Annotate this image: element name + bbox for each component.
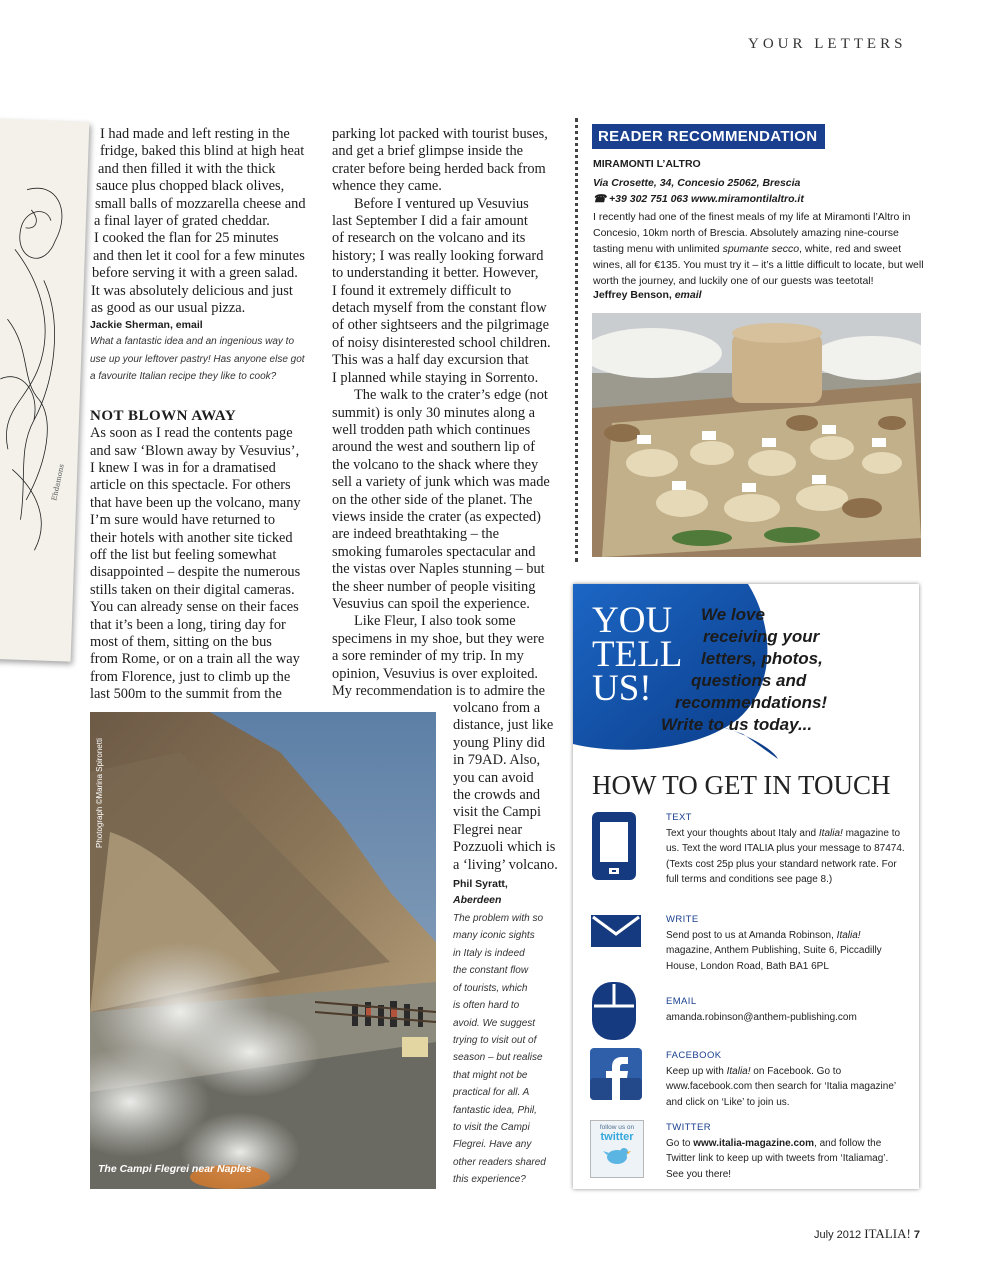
- text-line: The walk to the crater’s edge (not: [354, 387, 548, 404]
- text-line: many iconic sights: [453, 930, 535, 942]
- contact-write: [666, 912, 906, 974]
- text-line: volcano from a: [453, 700, 541, 716]
- svg-text:Ehdamons: Ehdamons: [50, 463, 66, 502]
- text-line: small balls of mozzarella cheese and: [95, 195, 306, 212]
- text-line: and saw ‘Blown away by Vesuvius’,: [90, 442, 300, 459]
- text-line: you can avoid: [453, 769, 534, 786]
- text-run: on Facebook. Go to www.facebook.com then search for ‘Italia magazine’ and click on ‘Like’ to join us.: [666, 1065, 896, 1108]
- text-line: a sore reminder of my trip. In my: [332, 648, 524, 665]
- letter1-signature: Jackie Sherman, email: [90, 319, 203, 332]
- text-line: their hotels with another site ticked: [90, 529, 293, 546]
- reader-recommendation-banner: READER RECOMMENDATION: [592, 124, 825, 149]
- magazine-name: ITALIA!: [864, 1226, 911, 1241]
- twitter-badge-caption: follow us on: [599, 1124, 635, 1131]
- restaurant-address: Via Crosette, 34, Concesio 25062, Brescia: [593, 177, 801, 189]
- text-line: Before I ventured up Vesuvius: [354, 195, 529, 212]
- text-line: fantastic idea, Phil,: [453, 1104, 537, 1116]
- text-line: last 500m to the summit from the: [90, 686, 282, 703]
- text-run: Go to: [666, 1137, 694, 1149]
- contact-description: [666, 1136, 906, 1183]
- text-line: fridge, baked this blind at high heat: [100, 143, 305, 160]
- text-line: and then let it cool for a few minutes: [93, 247, 305, 264]
- letter2-signature-place: Aberdeen: [453, 894, 502, 907]
- text-line: I knew I was in for a dramatised: [90, 459, 276, 476]
- text-line: views inside the crater (as expected): [332, 508, 541, 525]
- tagline-line: recommendations!: [675, 693, 828, 712]
- text-line: detach myself from the constant flow: [332, 300, 547, 317]
- mobile-phone-icon: [590, 812, 644, 880]
- text-run: spumante secco: [722, 243, 800, 255]
- twitter-badge-brand: twitter: [600, 1131, 634, 1143]
- text-line: As soon as I read the contents page: [90, 425, 293, 442]
- text-line: the volcano to the shack where they: [332, 456, 539, 473]
- text-run: , white, red and sweet wines, all for €135. You must try it – it’s a little difficult to locate, but well worth the journey, and luckily one of our guests was teetotal!: [593, 243, 924, 287]
- text-run: I recently had one of the finest meals of my life at Miramonti l’Altro in Concesio, 10km north of Brescia. Absolutely amazing nine-course tasting menu with unlimited: [593, 211, 911, 255]
- text-line: and then filled it with the thick: [98, 160, 276, 177]
- text-run: magazine to us. Text the word ITALIA plus your message to 87474. (Texts cost 25p plus your standard network rate. For full terms and conditions see page 8.): [666, 827, 905, 885]
- contact-label: TEXT: [666, 812, 692, 823]
- text-line: from Florence, just to climb up the: [90, 668, 291, 685]
- text-line: to understanding it better. However,: [332, 265, 539, 282]
- text-line: most of them, sitting on the bus: [90, 633, 272, 650]
- text-line: smoking fumaroles spectacular and: [332, 543, 536, 560]
- text-line: disappointed – despite the numerous: [90, 564, 301, 581]
- column-2: [332, 126, 560, 700]
- envelope-icon: [590, 914, 642, 948]
- text-run: Send post to us at Amanda Robinson,: [666, 929, 837, 941]
- text-line: a ‘living’ volcano.: [453, 856, 558, 873]
- text-line: I found it extremely difficult to: [332, 282, 512, 299]
- text-line: I had made and left resting in the: [100, 126, 290, 142]
- signature-via: email: [674, 289, 702, 301]
- letter1-tail: [90, 126, 318, 317]
- letter2-column-1: [90, 425, 318, 704]
- text-line: young Pliny did: [453, 734, 545, 751]
- cheese-board-photo: [592, 313, 921, 557]
- text-run: Keep up with: [666, 1065, 727, 1077]
- text-line: opinion, Vesuvius is over exploited.: [332, 665, 538, 682]
- text-line: the sheer number of people visiting: [332, 578, 536, 595]
- text-line: season – but realise: [453, 1052, 543, 1064]
- text-run: magazine, Anthem Publishing, Suite 6, Piccadilly House, London Road, Bath BA1 6PL: [666, 945, 882, 972]
- text-line: Flegrei near: [453, 821, 523, 838]
- text-run: Italia!: [726, 1065, 751, 1077]
- text-line: article on this spectacle. For others: [90, 477, 291, 494]
- text-line: before serving it with a green salad.: [92, 265, 298, 282]
- contact-description: [666, 928, 906, 975]
- title-line: TELL: [592, 634, 683, 675]
- letter2-editor-note: [453, 910, 563, 1189]
- restaurant-phone-web: ☎ +39 302 751 063 www.miramontilaltro.it: [593, 193, 804, 205]
- text-line: other readers shared: [453, 1156, 546, 1168]
- text-line: parking lot packed with tourist buses,: [332, 126, 548, 142]
- text-line: off the list but feeling somewhat: [90, 546, 277, 563]
- text-run: Italia!: [818, 827, 843, 839]
- text-line: of research on the volcano and its: [332, 230, 526, 247]
- twitter-badge[interactable]: [590, 1120, 644, 1178]
- text-line: distance, just like: [453, 717, 554, 734]
- tagline-line: receiving your: [703, 627, 820, 646]
- contact-label: EMAIL: [666, 996, 697, 1007]
- text-line: I’m sure would have returned to: [90, 512, 276, 529]
- photo-caption: The Campi Flegrei near Naples: [98, 1163, 252, 1175]
- text-line: sell a variety of junk which was made: [332, 474, 550, 491]
- text-line: in Italy is indeed: [453, 947, 525, 959]
- text-line: crater before being herded back from: [332, 160, 546, 177]
- restaurant-address-block: [593, 175, 804, 207]
- signature-name: Jeffrey Benson,: [593, 289, 672, 301]
- title-line: YOU: [592, 600, 673, 641]
- text-line: around the west and southern lip of: [332, 439, 536, 456]
- text-line: of other sightseers and the pilgrimage: [332, 317, 549, 334]
- campi-flegrei-photo: [90, 712, 436, 1189]
- text-line: to visit the Campi: [453, 1121, 530, 1133]
- text-line: stills taken on their digital cameras.: [90, 581, 295, 598]
- text-line: Vesuvius can spoil the experience.: [332, 595, 530, 612]
- text-line: and get a brief glimpse inside the: [332, 143, 524, 160]
- sketch-illustration: [0, 118, 89, 661]
- text-line: of tourists, which: [453, 982, 528, 994]
- text-line: Like Fleur, I also took some: [354, 613, 516, 630]
- contact-facebook: [666, 1048, 906, 1110]
- facebook-icon: [590, 1048, 642, 1100]
- text-line: that have been up the volcano, many: [90, 494, 301, 511]
- text-line: as good as our usual pizza.: [91, 300, 246, 317]
- text-line: a final layer of grated cheddar.: [94, 213, 270, 230]
- photo-credit: Photograph ©Marina Spironetti: [95, 738, 104, 848]
- text-run: Text your thoughts about Italy and: [666, 827, 819, 839]
- contact-label: TWITTER: [666, 1122, 712, 1133]
- text-line: well trodden path which continues: [332, 421, 531, 438]
- text-line: last September I did a fair amount: [332, 213, 528, 230]
- you-tell-us-tagline: [661, 604, 881, 736]
- text-line: of noisy disinterested school children.: [332, 334, 551, 351]
- text-line: sauce plus chopped black olives,: [96, 178, 285, 195]
- contact-label: WRITE: [666, 914, 699, 925]
- contact-description: [666, 826, 906, 888]
- recommendation-signature: [593, 289, 702, 301]
- text-line: that it’s been a long, tiring day for: [90, 616, 286, 633]
- text-line: You can already sense on their faces: [90, 599, 299, 616]
- text-line: The problem with so: [453, 913, 544, 925]
- letter2-heading: NOT BLOWN AWAY: [90, 407, 237, 424]
- contact-twitter: [666, 1120, 906, 1182]
- text-line: specimens in my shoe, but they were: [332, 630, 545, 647]
- title-line: US!: [592, 668, 652, 709]
- text-line: avoid. We suggest: [453, 1017, 536, 1029]
- column-divider: [575, 118, 578, 562]
- contact-description: [666, 1064, 906, 1111]
- text-run: , and follow the Twitter link to keep up with tweets from ‘Italiamag’. See you there!: [666, 1137, 889, 1180]
- letter1-editor-note: [90, 333, 318, 385]
- text-line: practical for all. A: [453, 1087, 530, 1099]
- tagline-line: We love: [701, 605, 765, 624]
- text-line: the crowds and: [453, 787, 541, 804]
- tagline-line: Write to us today...: [661, 715, 813, 734]
- column-2-narrow: [453, 700, 563, 1189]
- computer-mouse-icon: [590, 982, 642, 1042]
- letter2-signature-name: Phil Syratt,: [453, 878, 508, 891]
- text-line: the vistas over Naples stunning – but: [332, 561, 545, 578]
- text-line: use up your leftover pastry! Has anyone else got: [90, 353, 305, 365]
- text-line: that might not be: [453, 1069, 528, 1081]
- page-number: 7: [913, 1229, 920, 1241]
- contact-label: FACEBOOK: [666, 1050, 722, 1061]
- text-line: are indeed breathtaking – the: [332, 526, 500, 543]
- tagline-line: questions and: [691, 671, 807, 690]
- text-line: history; I was really looking forward: [332, 247, 544, 264]
- text-line: I planned while staying in Sorrento.: [332, 369, 539, 386]
- text-line: I cooked the flan for 25 minutes: [94, 230, 279, 247]
- text-line: summit) is only 30 minutes along a: [332, 404, 536, 421]
- contact-email: [666, 994, 906, 1025]
- text-line: What a fantastic idea and an ingenious way to: [90, 336, 295, 348]
- website-link[interactable]: www.italia-magazine.com: [693, 1137, 815, 1149]
- text-line: This was a half day excursion that: [332, 352, 529, 369]
- text-line: on the other side of the planet. The: [332, 491, 533, 508]
- text-line: Pozzuoli which is: [453, 839, 556, 856]
- text-line: the constant flow: [453, 965, 529, 977]
- text-line: from Rome, or on a train all the way: [90, 651, 300, 668]
- text-line: trying to visit out of: [453, 1034, 537, 1046]
- recommendation-text: [593, 209, 925, 289]
- twitter-bird-icon: [591, 1143, 643, 1169]
- text-line: in 79AD. Also,: [453, 752, 541, 769]
- column-1: [90, 126, 318, 704]
- restaurant-name: MIRAMONTI L’ALTRO: [593, 158, 701, 170]
- tagline-line: letters, photos,: [701, 649, 823, 668]
- text-line: It was absolutely delicious and just: [91, 282, 293, 299]
- contact-text: [666, 810, 906, 888]
- you-tell-us-box: [573, 584, 919, 1189]
- text-line: visit the Campi: [453, 804, 541, 821]
- running-head: YOUR LETTERS: [748, 36, 907, 52]
- text-line: My recommendation is to admire the: [332, 683, 546, 699]
- text-line: Flegrei. Have any: [453, 1139, 532, 1151]
- text-line: is often hard to: [453, 1000, 520, 1012]
- text-line: whence they came.: [332, 178, 442, 195]
- text-line: this experience?: [453, 1174, 526, 1186]
- issue-date: July 2012: [814, 1229, 862, 1241]
- text-run: Italia!: [836, 929, 861, 941]
- text-line: a favourite Italian recipe they like to cook?: [90, 371, 277, 383]
- page-folio: [814, 1226, 920, 1242]
- email-address[interactable]: amanda.robinson@anthem-publishing.com: [666, 1011, 857, 1023]
- how-to-get-in-touch-heading: HOW TO GET IN TOUCH: [592, 770, 891, 800]
